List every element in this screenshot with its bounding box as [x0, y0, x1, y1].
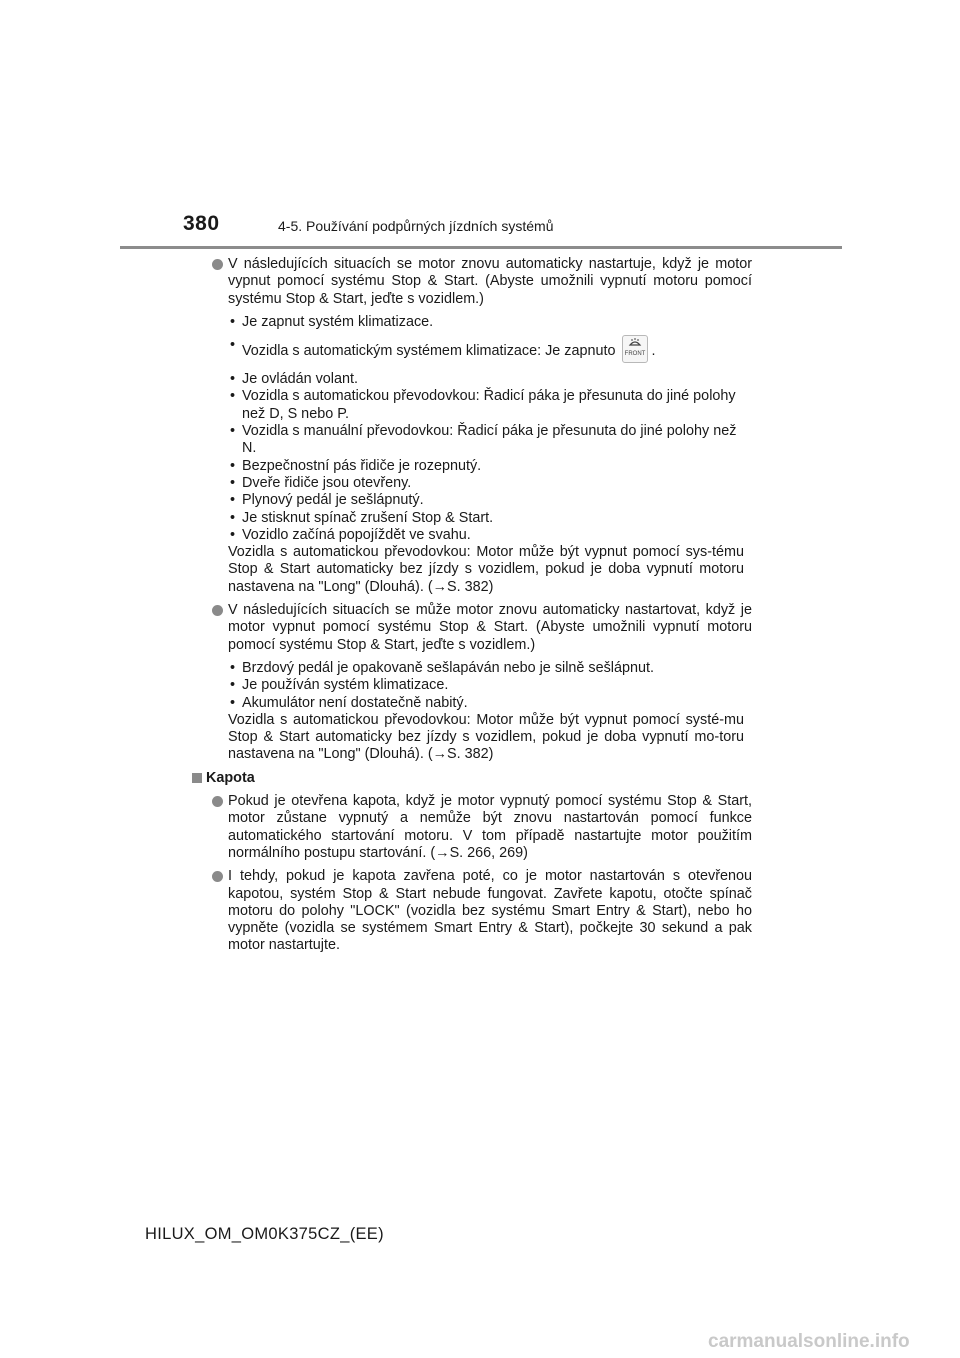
circle-bullet-icon	[212, 259, 223, 270]
list-item: • Vozidla s automatickým systémem klimatizace: Je zapnuto FRONT .	[228, 337, 752, 365]
list-item: • Vozidla s manuální převodovkou: Řadicí páka je přesunuta do jiné polohy než N.	[230, 423, 737, 457]
restart-conditions-list	[228, 314, 752, 596]
list-item: • Vozidla s automatickou převodovkou: Řadicí páka je přesunuta do jiné polohy než D, S nebo P.	[230, 388, 736, 422]
list-item: • Bezpečnostní pás řidiče je rozepnutý.	[230, 457, 482, 474]
main-content	[206, 256, 752, 961]
circle-bullet-icon	[212, 871, 223, 882]
page-number: 380	[183, 212, 220, 235]
transmission-note: Vozidla s automatickou převodovkou: Motor může být vypnut pomocí systé-mu Stop & Start automaticky bez jízdy s vozidlem, pokud je doba vypnutí mo-toru nastavena na "Long" (Dlouhá). (→S. 382)	[228, 711, 744, 763]
bullet-text: I tehdy, pokud je kapota zavřena poté, co je motor nastartován s otevřenou kapotou, systém Stop & Start nebude fungovat. Zavřete kapotu, otočte spínač motoru do polohy "LOCK" (vozidla bez systému Smart Entry & Start), nebo ho vypněte (vozidla se systémem Smart Entry & Start), počkejte 30 sekund a pak motor nastartujte.	[228, 868, 752, 954]
list-item: • Je stisknut spínač zrušení Stop & Start.	[230, 509, 494, 526]
bullet-may-restart	[210, 602, 752, 654]
page-header	[120, 212, 842, 249]
list-item: • Brzdový pedál je opakovaně sešlapáván nebo je silně sešlápnut.	[230, 659, 655, 676]
bullet-hood-closed	[210, 868, 752, 954]
bullet-text: Pokud je otevřena kapota, když je motor vypnutý pomocí systému Stop & Start, motor zůstane vypnutý a nemůže být znovu nastartován pomocí funkce automatického startování motoru. V tom případě nastartujte motor použitím normálního postupu startování. (→S. 266, 269)	[228, 793, 752, 861]
front-defroster-button-icon	[622, 335, 648, 363]
bullet-text: V následujících situacích se může motor znovu automaticky nastartovat, když je motor vypnut pomocí systému Stop & Start. (Abyste umožnili vypnutí motoru pomocí systému Stop & Start, jeďte s vozidlem.)	[228, 602, 752, 653]
list-item: • Je ovládán volant.	[230, 371, 359, 388]
watermark: carmanualsonline.info	[708, 1331, 910, 1352]
list-item: • Akumulátor není dostatečně nabitý.	[230, 694, 468, 711]
circle-bullet-icon	[212, 796, 223, 807]
front-label: FRONT	[624, 351, 645, 358]
bullet-hood-open	[210, 793, 752, 862]
bullet-text: V následujících situacích se motor znovu automaticky nastartuje, když je motor vypnut pomocí systému Stop & Start. (Abyste umožnili vypnutí motoru pomocí systému Stop & Start, jeďte s vozidlem.)	[228, 256, 752, 307]
transmission-note: Vozidla s automatickou převodovkou: Motor může být vypnut pomocí sys-tému Stop & Start automaticky bez jízdy s vozidlem, pokud je doba vypnutí motoru nastavena na "Long" (Dlouhá). (→S. 382)	[228, 544, 744, 595]
square-bullet-icon	[192, 773, 202, 783]
bullet-restart-conditions	[210, 256, 752, 308]
list-item: • Je používán systém klimatizace.	[230, 677, 449, 694]
document-code: HILUX_OM_OM0K375CZ_(EE)	[145, 1225, 384, 1243]
may-restart-list	[228, 660, 752, 764]
section-heading-kapota: Kapota	[192, 770, 752, 787]
chapter-title: 4-5. Používání podpůrných jízdních systémů	[278, 218, 554, 234]
list-item: • Plynový pedál je sešlápnutý.	[230, 492, 424, 509]
circle-bullet-icon	[212, 605, 223, 616]
list-item: • Je zapnut systém klimatizace.	[230, 313, 434, 330]
list-item: • Dveře řidiče jsou otevřeny.	[230, 474, 412, 491]
list-item: • Vozidlo začíná popojíždět ve svahu.	[230, 526, 471, 543]
